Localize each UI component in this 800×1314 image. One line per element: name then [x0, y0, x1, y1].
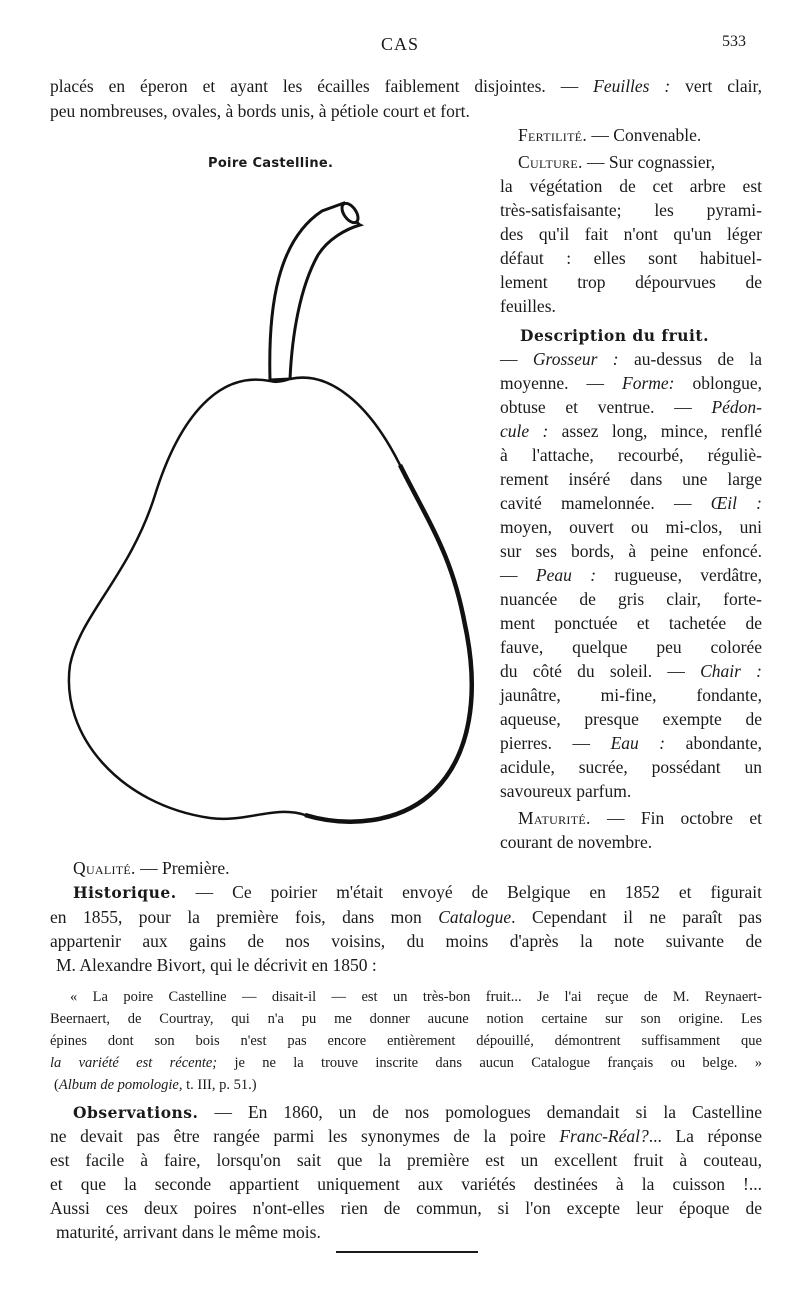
quote-line-3: épines dont son bois n'est pas encore entièrement dépouillé, démontrent suffisamment que: [50, 1033, 762, 1049]
observations-line-6: maturité, arrivant dans le même mois.: [56, 1222, 321, 1242]
qualite-line: Qualité. — Première.: [73, 858, 230, 878]
description-line-7: cavité mamelonnée. — Œil :: [500, 493, 762, 513]
description-line-3: obtuse et ventrue. — Pédon-: [500, 397, 762, 417]
culture-line-3: très-satisfaisante; les pyrami-: [500, 200, 762, 220]
culture-line-5: défaut : elles sont habituel-: [500, 248, 762, 268]
historique-line-4: M. Alexandre Bivort, qui le décrivit en 1850 :: [56, 955, 377, 975]
description-line-15: jaunâtre, mi-fine, fondante,: [500, 685, 762, 705]
pear-body: [69, 378, 472, 822]
intro-line-2: peu nombreuses, ovales, à bords unis, à pétiole court et fort.: [50, 101, 470, 121]
fertilite-line: Fertilité. — Convenable.: [518, 125, 702, 145]
maturite-line-1: Maturité. — Fin octobre et: [518, 808, 762, 828]
description-line-5: à l'attache, recourbé, réguliè-: [500, 445, 762, 465]
quote-line-4: la variété est récente; je ne la trouve inscrite dans aucun Catalogue français ou belge. »: [50, 1055, 763, 1071]
observations-line-1: Observations. — En 1860, un de nos pomologues demandait si la Castelline: [73, 1102, 762, 1122]
historique-line-2: en 1855, pour la première fois, dans mon Catalogue. Cependant il ne paraît pas: [50, 907, 762, 927]
historique-line-1: Historique. — Ce poirier m'était envoyé de Belgique en 1852 et figurait: [73, 882, 762, 902]
description-line-6: rement inséré dans une large: [500, 469, 762, 489]
observations-line-4: et que la seconde appartient uniquement aux variétés destinées à la cuisson !...: [50, 1174, 762, 1194]
description-line-18: acidule, sucrée, possédant un: [500, 757, 762, 777]
quote-citation: (Album de pomologie, t. III, p. 51.): [54, 1077, 257, 1093]
pear-illustration: [60, 195, 490, 840]
culture-line-7: feuilles.: [500, 296, 556, 316]
observations-line-5: Aussi ces deux poires n'ont-elles rien de commun, si l'on excepte leur époque de: [50, 1198, 762, 1218]
quote-line-1: « La poire Castelline — disait-il — est un très-bon fruit... Je l'ai reçue de M. Reynaert-: [70, 989, 762, 1005]
running-header-title: CAS: [380, 34, 419, 54]
figure-caption: Poire Castelline.: [208, 156, 334, 171]
historique-line-3: appartenir aux gains de nos voisins, du moins d'après la note suivante de: [50, 931, 762, 951]
description-line-8: moyen, ouvert ou mi-clos, uni: [500, 517, 762, 537]
description-line-12: ment ponctuée et tachetée de: [500, 613, 762, 633]
culture-line-4: des qu'il fait n'ont qu'un léger: [500, 224, 762, 244]
description-line-17: pierres. — Eau : abondante,: [500, 733, 762, 753]
pear-stem: [270, 203, 360, 380]
quote-line-2: Beernaert, de Courtray, qui n'a pu me donner aucune notion certaine sur son origine. Les: [50, 1011, 762, 1027]
description-line-2: moyenne. — Forme: oblongue,: [500, 373, 762, 393]
page-number: 533: [722, 33, 746, 50]
description-line-19: savoureux parfum.: [500, 781, 632, 801]
description-heading: Description du fruit.: [520, 326, 709, 345]
description-line-11: nuancée de gris clair, forte-: [500, 589, 762, 609]
description-line-9: sur ses bords, à peine enfoncé.: [500, 541, 762, 561]
description-line-16: aqueuse, presque exempte de: [500, 709, 762, 729]
observations-line-3: est facile à faire, lorsqu'on sait que la première est un excellent fruit à couteau,: [50, 1150, 762, 1170]
intro-line-1: placés en éperon et ayant les écailles faiblement disjointes. — Feuilles : vert clair,: [50, 76, 763, 96]
maturite-line-2: courant de novembre.: [500, 832, 653, 852]
culture-line-6: lement trop dépourvues de: [500, 272, 762, 292]
description-line-4: cule : assez long, mince, renflé: [500, 421, 762, 441]
description-line-13: fauve, quelque peu colorée: [500, 637, 762, 657]
culture-line-1: Culture. — Sur cognassier,: [518, 152, 716, 172]
observations-line-2: ne devait pas être rangée parmi les synonymes de la poire Franc-Réal?... La réponse: [50, 1126, 762, 1146]
description-line-10: — Peau : rugueuse, verdâtre,: [500, 565, 762, 585]
end-rule: [336, 1251, 478, 1253]
description-line-14: du côté du soleil. — Chair :: [500, 661, 762, 681]
culture-line-2: la végétation de cet arbre est: [500, 176, 762, 196]
description-line-1: — Grosseur : au-dessus de la: [500, 349, 762, 369]
